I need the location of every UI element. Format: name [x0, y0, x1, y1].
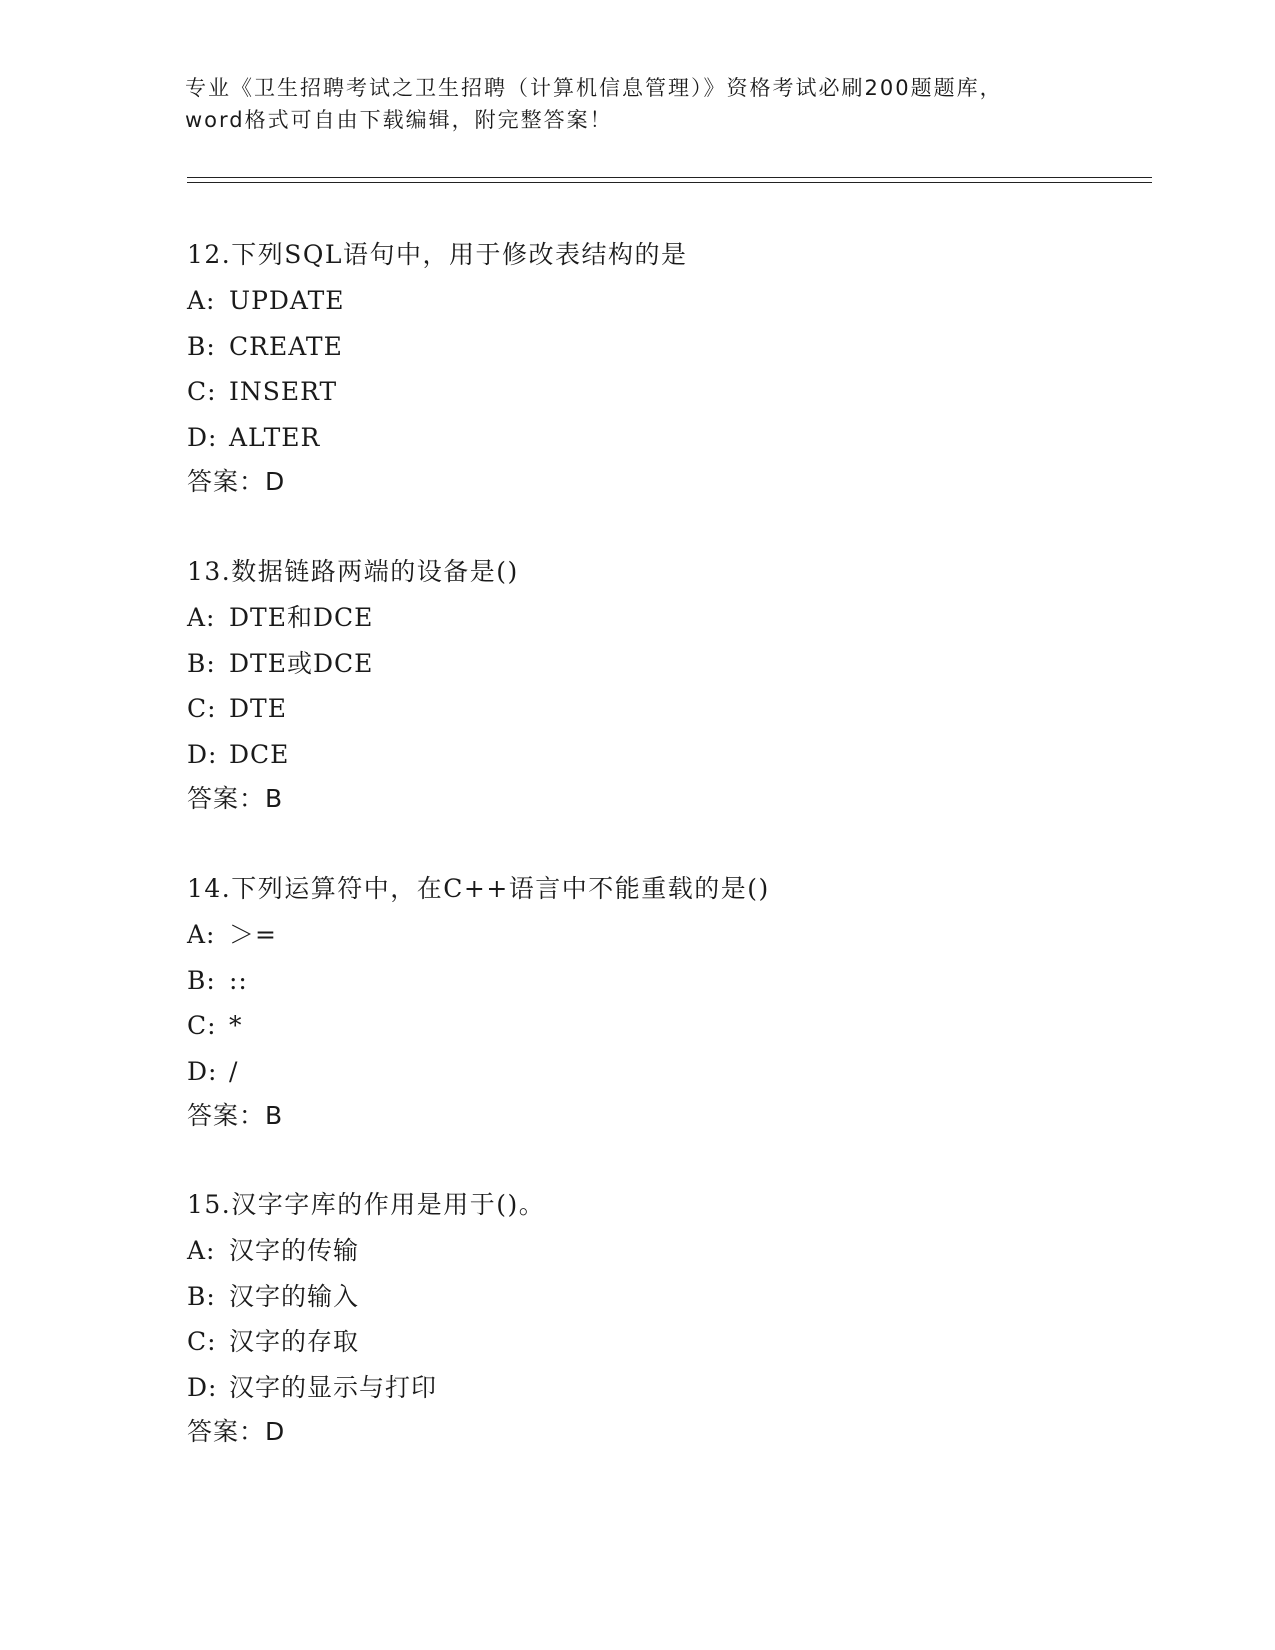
- option-a: [187, 278, 1147, 324]
- option-key: C:: [187, 377, 217, 406]
- option-b: [187, 1274, 1147, 1320]
- option-text: /: [229, 1056, 239, 1086]
- option-b: [187, 958, 1147, 1004]
- option-key: B:: [187, 1281, 216, 1311]
- answer-text: 答案：B: [187, 784, 284, 813]
- question-title: 13.数据链路两端的设备是(): [187, 557, 519, 586]
- option-text: INSERT: [229, 377, 338, 406]
- option-text: DTE: [229, 694, 287, 723]
- question-12: [187, 232, 1147, 504]
- question-13: [187, 549, 1147, 821]
- option-key: A:: [187, 1236, 216, 1265]
- option-text: 汉字的显示与打印: [229, 1372, 438, 1402]
- answer-text: 答案：D: [187, 467, 286, 496]
- option-a: [187, 595, 1147, 641]
- option-c: [187, 369, 1147, 415]
- question-title: 12.下列SQL语句中，用于修改表结构的是: [187, 240, 688, 269]
- option-text: DCE: [229, 739, 290, 769]
- option-key: D:: [187, 422, 218, 452]
- document-header: [185, 72, 1065, 136]
- option-d: [187, 415, 1147, 461]
- option-d: [187, 1365, 1147, 1411]
- option-text: ::: [229, 965, 248, 995]
- question-title: 15.汉字字库的作用是用于()。: [187, 1190, 546, 1219]
- option-key: A:: [187, 286, 216, 315]
- option-key: B:: [187, 965, 216, 995]
- option-text: 汉字的传输: [229, 1236, 360, 1265]
- option-text: DTE和DCE: [229, 603, 374, 632]
- option-text: UPDATE: [229, 286, 345, 315]
- option-text: 汉字的存取: [229, 1327, 360, 1356]
- question-title: 14.下列运算符中，在C++语言中不能重载的是(): [187, 874, 770, 903]
- answer-text: 答案：D: [187, 1417, 286, 1446]
- option-d: [187, 1049, 1147, 1095]
- option-key: C:: [187, 1327, 217, 1356]
- option-d: [187, 732, 1147, 778]
- question-15: [187, 1182, 1147, 1454]
- option-text: ALTER: [229, 422, 321, 452]
- option-key: D:: [187, 1372, 218, 1402]
- option-c: [187, 686, 1147, 732]
- option-a: [187, 912, 1147, 958]
- option-c: [187, 1003, 1147, 1049]
- option-c: [187, 1319, 1147, 1365]
- header-line-1: 专业《卫生招聘考试之卫生招聘（计算机信息管理）》资格考试必刷200题题库，: [185, 76, 1003, 100]
- option-key: A:: [187, 603, 216, 632]
- question-14: [187, 866, 1147, 1138]
- option-key: B:: [187, 648, 216, 678]
- option-b: [187, 324, 1147, 370]
- header-line-2: word格式可自由下载编辑，附完整答案！: [185, 108, 613, 132]
- header-divider-top: [187, 177, 1152, 178]
- option-text: ＞=: [229, 920, 277, 949]
- option-text: CREATE: [229, 331, 343, 361]
- option-b: [187, 641, 1147, 687]
- answer-text: 答案：B: [187, 1101, 284, 1130]
- option-text: *: [229, 1011, 243, 1040]
- option-a: [187, 1228, 1147, 1274]
- option-key: B:: [187, 331, 216, 361]
- option-text: DTE或DCE: [229, 648, 374, 678]
- option-key: C:: [187, 1011, 217, 1040]
- option-key: D:: [187, 739, 218, 769]
- header-divider-bottom: [187, 182, 1152, 183]
- option-text: 汉字的输入: [229, 1281, 360, 1311]
- option-key: A:: [187, 920, 216, 949]
- option-key: C:: [187, 694, 217, 723]
- option-key: D:: [187, 1056, 218, 1086]
